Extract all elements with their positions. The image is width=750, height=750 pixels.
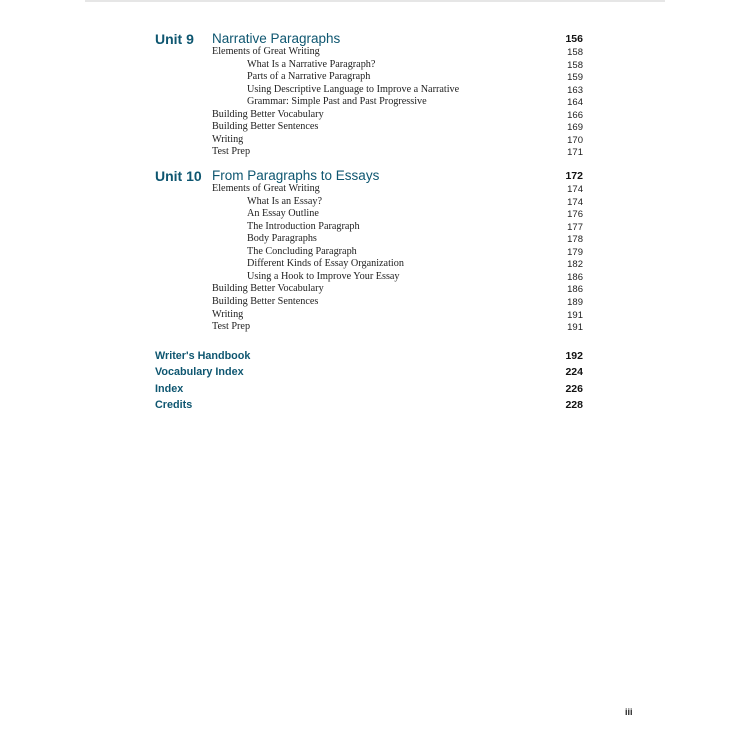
toc-entry-page: 176 bbox=[567, 209, 583, 221]
toc-entry[interactable]: Building Better Vocabulary bbox=[212, 108, 324, 120]
toc-entry[interactable]: What Is an Essay? bbox=[247, 195, 322, 207]
toc-entry[interactable]: The Concluding Paragraph bbox=[247, 245, 357, 257]
toc-entry-page: 186 bbox=[567, 284, 583, 296]
unit-label: Unit 10 bbox=[155, 168, 202, 184]
toc-entry-page: 179 bbox=[567, 246, 583, 258]
toc-entry[interactable]: Elements of Great Writing bbox=[212, 183, 320, 194]
toc-entry-page: 174 bbox=[567, 196, 583, 208]
toc-entry-page: 163 bbox=[567, 84, 583, 96]
toc-entry[interactable]: Building Better Sentences bbox=[212, 295, 319, 307]
toc-entry[interactable]: Using Descriptive Language to Improve a Narrative bbox=[247, 83, 460, 95]
unit-title[interactable]: From Paragraphs to Essays bbox=[212, 168, 380, 183]
back-matter-page: 192 bbox=[565, 350, 583, 362]
back-matter-page: 224 bbox=[565, 366, 583, 379]
toc-entry-page: 158 bbox=[567, 47, 583, 58]
toc-entry-page: 158 bbox=[567, 59, 583, 71]
toc-entry-page: 166 bbox=[567, 109, 583, 121]
toc-entry[interactable]: Using a Hook to Improve Your Essay bbox=[247, 270, 400, 282]
toc-entry[interactable]: Writing bbox=[212, 308, 244, 320]
toc-entry-page: 174 bbox=[567, 184, 583, 195]
back-matter-entry[interactable]: Writer's Handbook bbox=[155, 350, 251, 362]
toc-entry[interactable]: An Essay Outline bbox=[247, 208, 319, 220]
toc-entry-page: 177 bbox=[567, 221, 583, 233]
page-top-edge bbox=[85, 0, 665, 2]
toc-entry-page: 191 bbox=[567, 309, 583, 321]
toc-entry[interactable]: Grammar: Simple Past and Past Progressive bbox=[247, 96, 427, 108]
toc-entry[interactable]: Elements of Great Writing bbox=[212, 46, 320, 57]
toc-entry[interactable]: Building Better Sentences bbox=[212, 121, 319, 133]
toc-entry[interactable]: Body Paragraphs bbox=[247, 233, 317, 245]
back-matter-entry[interactable]: Vocabulary Index bbox=[155, 366, 244, 379]
toc-entry-page: 170 bbox=[567, 134, 583, 146]
toc-entry-page: 169 bbox=[567, 122, 583, 134]
toc-entry-page: 189 bbox=[567, 296, 583, 308]
unit-page-number: 172 bbox=[565, 170, 583, 182]
back-matter-entry[interactable]: Credits bbox=[155, 398, 193, 411]
toc-entry[interactable]: Test Prep bbox=[212, 321, 251, 333]
toc-entry[interactable]: What Is a Narrative Paragraph? bbox=[247, 58, 376, 70]
toc-entry-page: 171 bbox=[567, 147, 583, 159]
toc-entry-page: 178 bbox=[567, 234, 583, 246]
toc-entry-page: 191 bbox=[567, 322, 583, 334]
toc-entry[interactable]: Building Better Vocabulary bbox=[212, 283, 324, 295]
page-number-folio: iii bbox=[625, 707, 633, 717]
toc-entry[interactable]: Test Prep bbox=[212, 146, 251, 158]
toc-entry[interactable]: Different Kinds of Essay Organization bbox=[247, 258, 404, 270]
back-matter-page: 228 bbox=[565, 398, 583, 411]
toc-entry-page: 159 bbox=[567, 72, 583, 84]
unit-title[interactable]: Narrative Paragraphs bbox=[212, 31, 341, 46]
toc-entry-page: 164 bbox=[567, 97, 583, 109]
toc-entry-page: 186 bbox=[567, 271, 583, 283]
unit-label: Unit 9 bbox=[155, 31, 194, 47]
toc-entry[interactable]: Parts of a Narrative Paragraph bbox=[247, 71, 371, 83]
toc-entry[interactable]: Writing bbox=[212, 133, 244, 145]
toc-entry[interactable]: The Introduction Paragraph bbox=[247, 220, 360, 232]
back-matter-entry[interactable]: Index bbox=[155, 382, 184, 395]
unit-page-number: 156 bbox=[565, 33, 583, 45]
toc-entry-page: 182 bbox=[567, 259, 583, 271]
back-matter-page: 226 bbox=[565, 382, 583, 395]
